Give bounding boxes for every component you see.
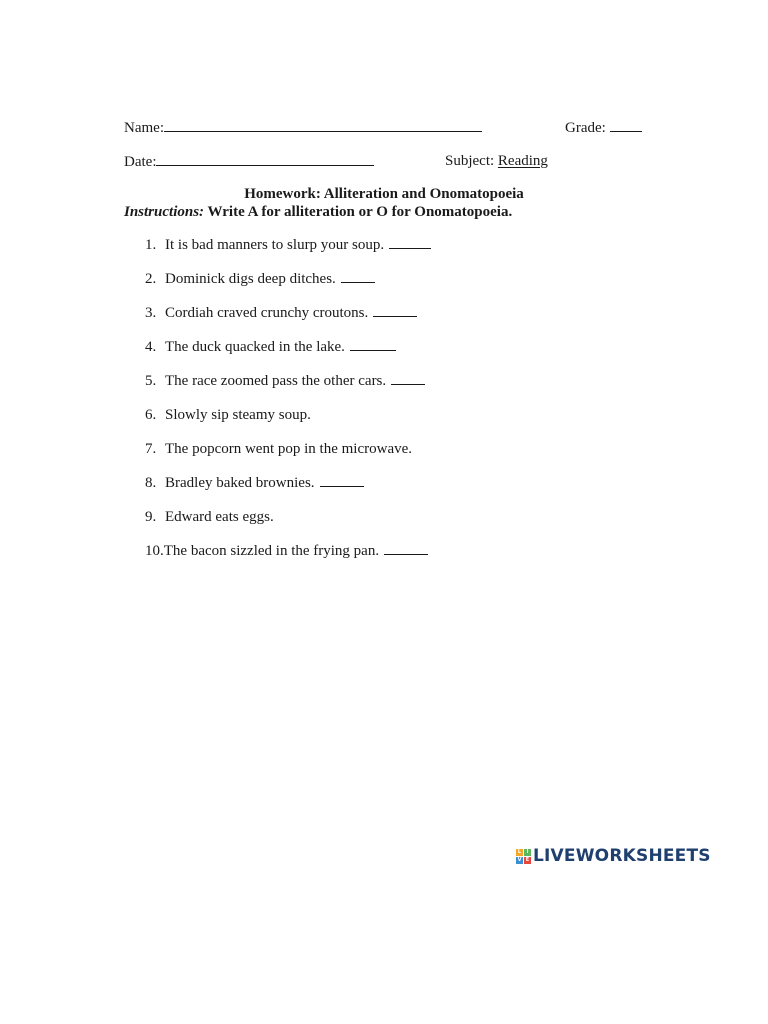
liveworksheets-logo-icon: [516, 849, 531, 864]
page-title: Homework: Alliteration and Onomatopoeia: [244, 186, 524, 202]
logo-mark-v: V: [517, 856, 522, 863]
question-7: [145, 440, 412, 458]
answer-blank[interactable]: [389, 236, 431, 249]
date-field[interactable]: [156, 152, 374, 166]
question-number: 4.: [145, 339, 157, 355]
date-row: [124, 152, 374, 171]
question-number: 1.: [145, 237, 157, 253]
question-number: 8.: [145, 475, 157, 491]
answer-blank[interactable]: [320, 474, 364, 487]
instructions: [124, 203, 512, 221]
answer-blank[interactable]: [350, 338, 396, 351]
question-number: 10.: [145, 543, 164, 559]
question-text: Slowly sip steamy soup.: [165, 407, 311, 423]
answer-blank[interactable]: [391, 372, 425, 385]
logo-mark-e: E: [525, 856, 530, 863]
question-text: The race zoomed pass the other cars.: [165, 373, 387, 389]
question-number: 5.: [145, 373, 157, 389]
question-6: [145, 406, 311, 424]
logo-text: LIVEWORKSHEETS: [533, 846, 711, 866]
question-1: [145, 236, 431, 254]
answer-blank[interactable]: [341, 270, 375, 283]
question-number: 2.: [145, 271, 157, 287]
question-number: 9.: [145, 509, 157, 525]
question-number: 6.: [145, 407, 157, 423]
logo-mark-l: L: [517, 848, 522, 855]
answer-blank[interactable]: [384, 542, 428, 555]
question-5: [145, 372, 425, 390]
grade-row: [565, 118, 642, 137]
grade-label: Grade:: [565, 120, 606, 136]
subject-label: Subject:: [445, 153, 495, 169]
question-text: The duck quacked in the lake.: [165, 339, 345, 355]
question-text: Bradley baked brownies.: [165, 475, 315, 491]
question-8: [145, 474, 364, 492]
question-text: Dominick digs deep ditches.: [165, 271, 336, 287]
question-4: [145, 338, 396, 356]
subject-value: Reading: [497, 153, 548, 169]
question-text: Edward eats eggs.: [165, 509, 274, 525]
question-text: It is bad manners to slurp your soup.: [165, 237, 385, 253]
name-label: Name:: [124, 120, 164, 136]
date-label: Date:: [124, 154, 157, 170]
answer-blank[interactable]: [373, 304, 417, 317]
question-3: [145, 304, 417, 322]
instructions-label: Instructions:: [124, 204, 205, 220]
question-text: The bacon sizzled in the frying pan.: [163, 543, 380, 559]
name-row: [124, 118, 482, 137]
question-number: 3.: [145, 305, 157, 321]
question-text: The popcorn went pop in the microwave.: [165, 441, 413, 457]
question-number: 7.: [145, 441, 157, 457]
liveworksheets-logo[interactable]: [516, 846, 711, 866]
name-field[interactable]: [164, 118, 482, 132]
instructions-text: Write A for alliteration or O for Onomatopoeia.: [204, 204, 513, 220]
logo-mark-i: I: [524, 849, 531, 856]
grade-field[interactable]: [610, 118, 642, 132]
subject-row: [445, 152, 548, 170]
question-2: [145, 270, 375, 288]
question-10: [145, 542, 428, 560]
question-9: [145, 508, 274, 526]
question-text: Cordiah craved crunchy croutons.: [165, 305, 369, 321]
